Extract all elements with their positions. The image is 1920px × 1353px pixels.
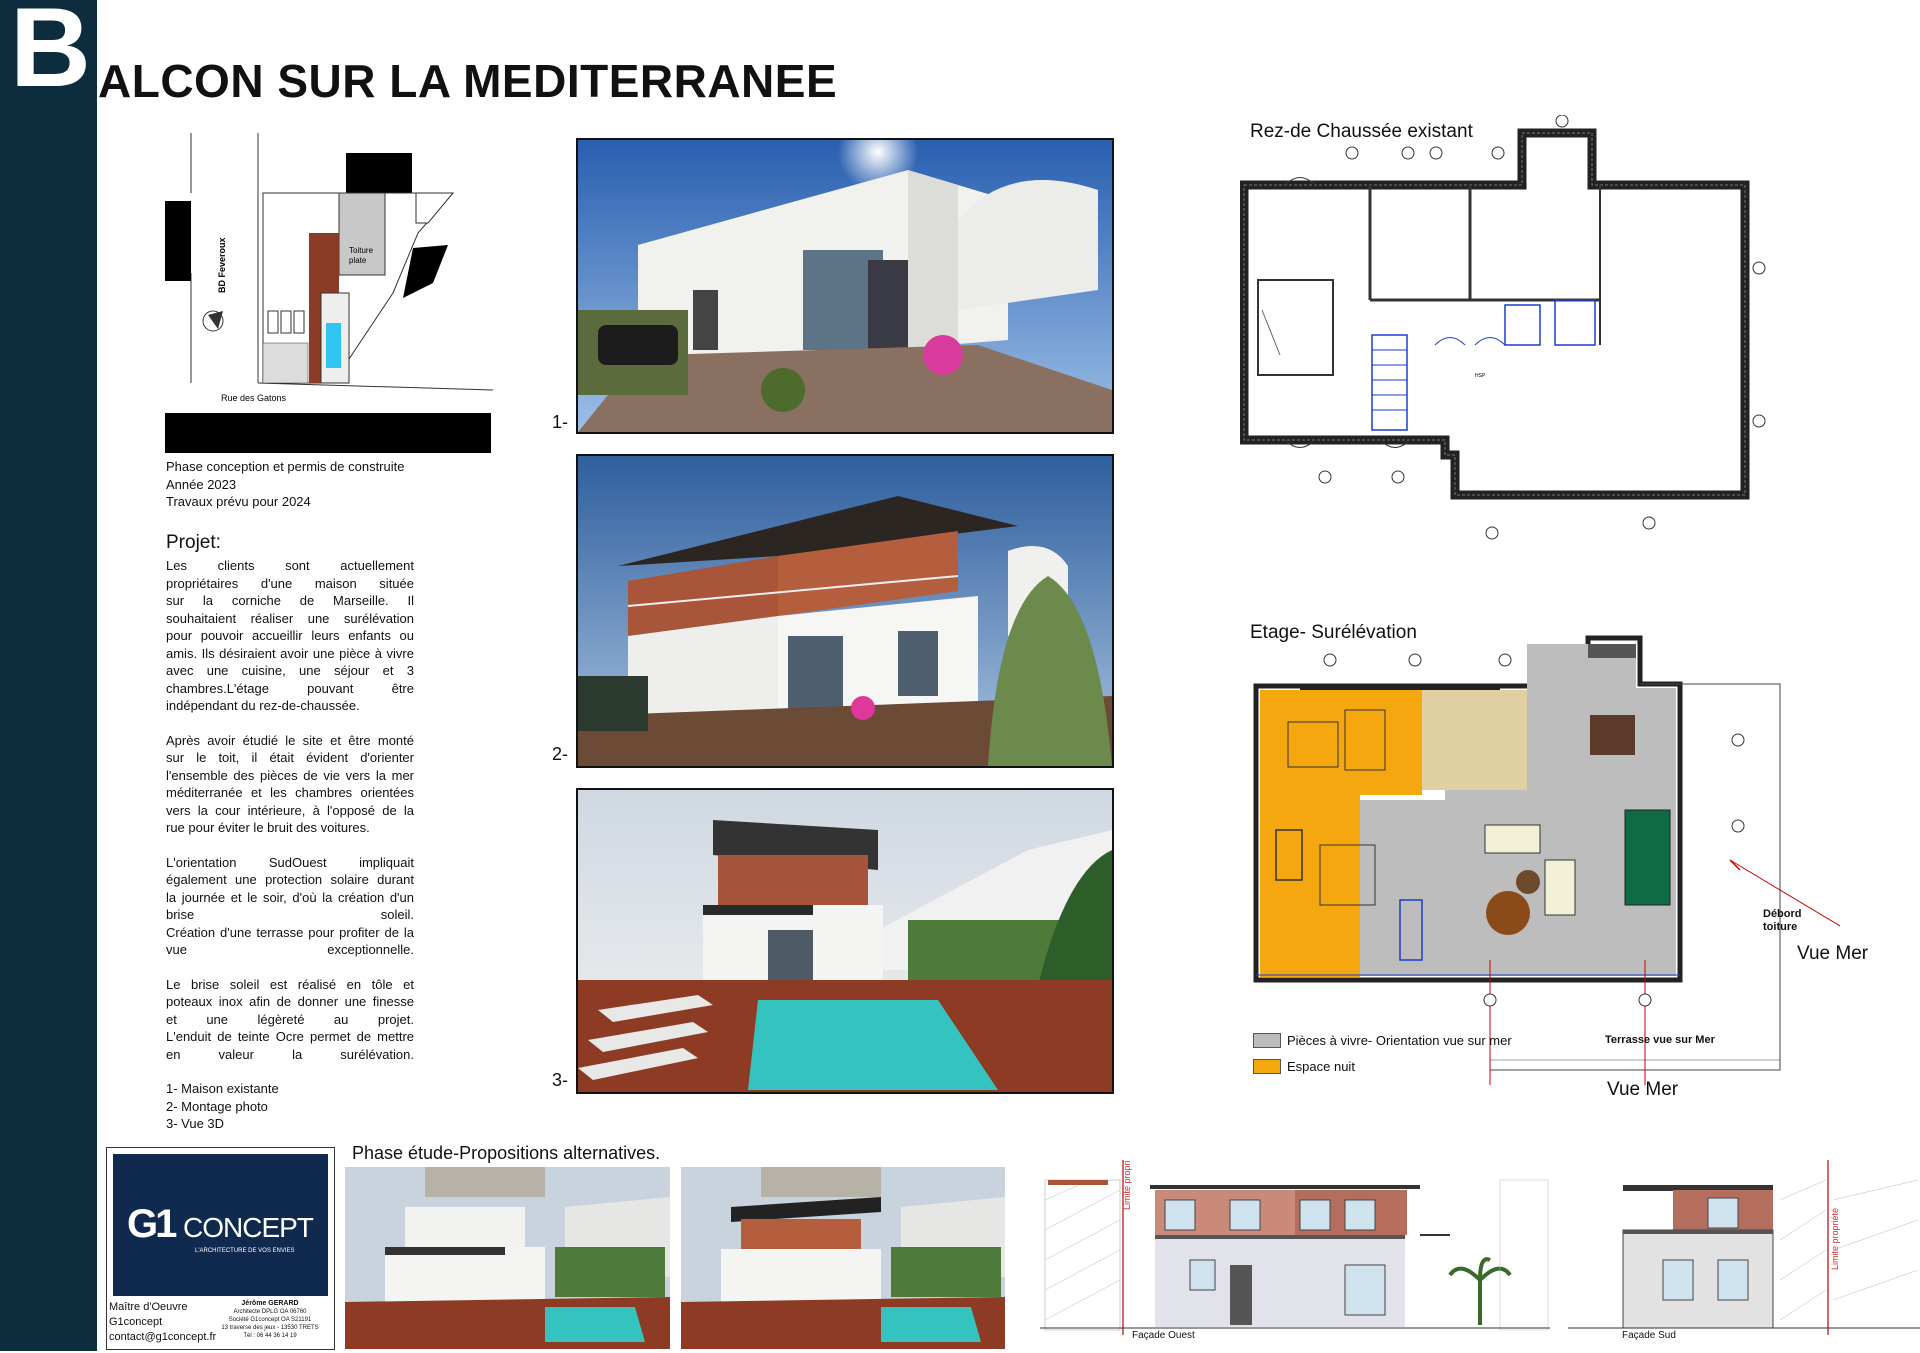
- photo-existing-house: [576, 138, 1114, 434]
- facade-west-limit-label: Limite propriété: [1122, 1160, 1132, 1210]
- architect-stamp: Jérôme GERARD Architecte DPLG OA 06760 Société G1concept OA S21191 13 traverse des jeux - 13530 TRETS Tél : 06 44 36 14 19: [221, 1300, 319, 1339]
- logo-tagline: L'ARCHITECTURE DE VOS ENVIES: [195, 1248, 295, 1254]
- facade-south-limit-label: Limite propriété: [1830, 1207, 1840, 1270]
- street-label-bottom: Rue des Gatons: [221, 393, 287, 403]
- logo-concept: CONCEPT: [183, 1212, 313, 1243]
- roof-label-1: Toiture: [349, 246, 374, 255]
- project-heading: Projet:: [166, 532, 221, 553]
- project-paragraph-2: Après avoir étudié le site et être monté sur le toit, il était évident d'orienter l'ensemble des pièces de vie vers la mer méditerranée et les chambres orientées vers la cour intérieure, à l'opposé de la rue pour éviter le bruit des voitures.: [166, 732, 414, 835]
- legend-living: Pièces à vivre- Orientation vue sur mer: [1253, 1030, 1512, 1050]
- alternative-render-2: [681, 1167, 1005, 1349]
- sea-view-label-bottom: Vue Mer: [1607, 1079, 1679, 1100]
- facade-south-drawing: [1568, 1160, 1920, 1348]
- year-text: Année 2023: [166, 476, 237, 492]
- legend-living-swatch: [1253, 1033, 1281, 1048]
- company-logo: [113, 1154, 328, 1296]
- page-title: ALCON SUR LA MEDITERRANEE: [98, 55, 838, 107]
- photo-number-1: 1-: [552, 412, 569, 432]
- works-text: Travaux prévu pour 2024: [166, 494, 311, 509]
- photo-legend: 1- Maison existante 2- Montage photo 3- Vue 3D: [166, 1081, 279, 1131]
- photo-number-3: 3-: [552, 1070, 569, 1090]
- photo-montage: [576, 454, 1114, 768]
- project-paragraph-3: L'orientation SudOuest impliquait également une protection solaire durant la journée et le soir, d'où la création d'un brise soleil. Création d'une terrasse pour profiter de la vue exceptionnelle.: [166, 854, 414, 957]
- company-card: [106, 1147, 335, 1350]
- logo-g1: G1: [127, 1202, 175, 1246]
- facade-west-label: Façade Ouest: [1132, 1330, 1195, 1341]
- bedroom-2: [1260, 795, 1360, 977]
- facade-south-label: Façade Sud: [1622, 1330, 1676, 1341]
- ground-floor-plan: [1240, 115, 1770, 555]
- site-plan: [163, 133, 493, 453]
- phase-text: Phase conception et permis de construite: [166, 459, 405, 474]
- upper-floor-plan: [1240, 630, 1840, 1090]
- legend-night-swatch: [1253, 1059, 1281, 1074]
- roof-label-2: plate: [349, 256, 367, 265]
- title-initial: B: [10, 0, 91, 110]
- moa-info: Maître d'Oeuvre G1concept contact@g1concept.fr: [109, 1301, 217, 1343]
- photo-number-2: 2-: [552, 744, 569, 764]
- plan-legend: [1253, 1030, 1512, 1076]
- roof-overhang-label: Débord toiture: [1763, 908, 1802, 933]
- street-label-vertical: BD Feveroux: [217, 237, 227, 293]
- sidebar-band: [0, 0, 97, 1351]
- svg-text:HSP: HSP: [1475, 373, 1486, 379]
- ground-floor-title: Rez-de Chaussée existant: [1250, 121, 1473, 142]
- alternatives-title: Phase étude-Propositions alternatives.: [352, 1143, 661, 1163]
- photo-3d-view: [576, 788, 1114, 1094]
- terrace-label: Terrasse vue sur Mer: [1605, 1034, 1715, 1046]
- project-description: [166, 532, 414, 1133]
- bedroom-1: [1260, 690, 1422, 795]
- facade-west-drawing: [1040, 1160, 1550, 1348]
- phase-info: [166, 458, 426, 511]
- upper-floor-title: Etage- Surélévation: [1250, 622, 1417, 643]
- alternative-render-1: [345, 1167, 670, 1349]
- project-paragraph-1: Les clients sont actuellement propriétaires d'une maison située sur la corniche de Marseille. Il souhaitaient réaliser une surélévation pour pouvoir accueillir leurs enfants ou amis. Ils désiraient avoir une pièce à vivre avec une cuisine, une séjour et 3 chambres.L'étage pouvant être indépendant du rez-de-chaussée.: [166, 558, 414, 713]
- legend-night: Espace nuit: [1253, 1056, 1512, 1076]
- project-paragraph-4: Le brise soleil est réalisé en tôle et poteaux inox afin de donner une finesse et une légèreté au projet. L'enduit de teinte Ocre permet de mettre en valeur la surélévation.: [166, 976, 414, 1062]
- sea-view-label-right: Vue Mer: [1797, 943, 1869, 964]
